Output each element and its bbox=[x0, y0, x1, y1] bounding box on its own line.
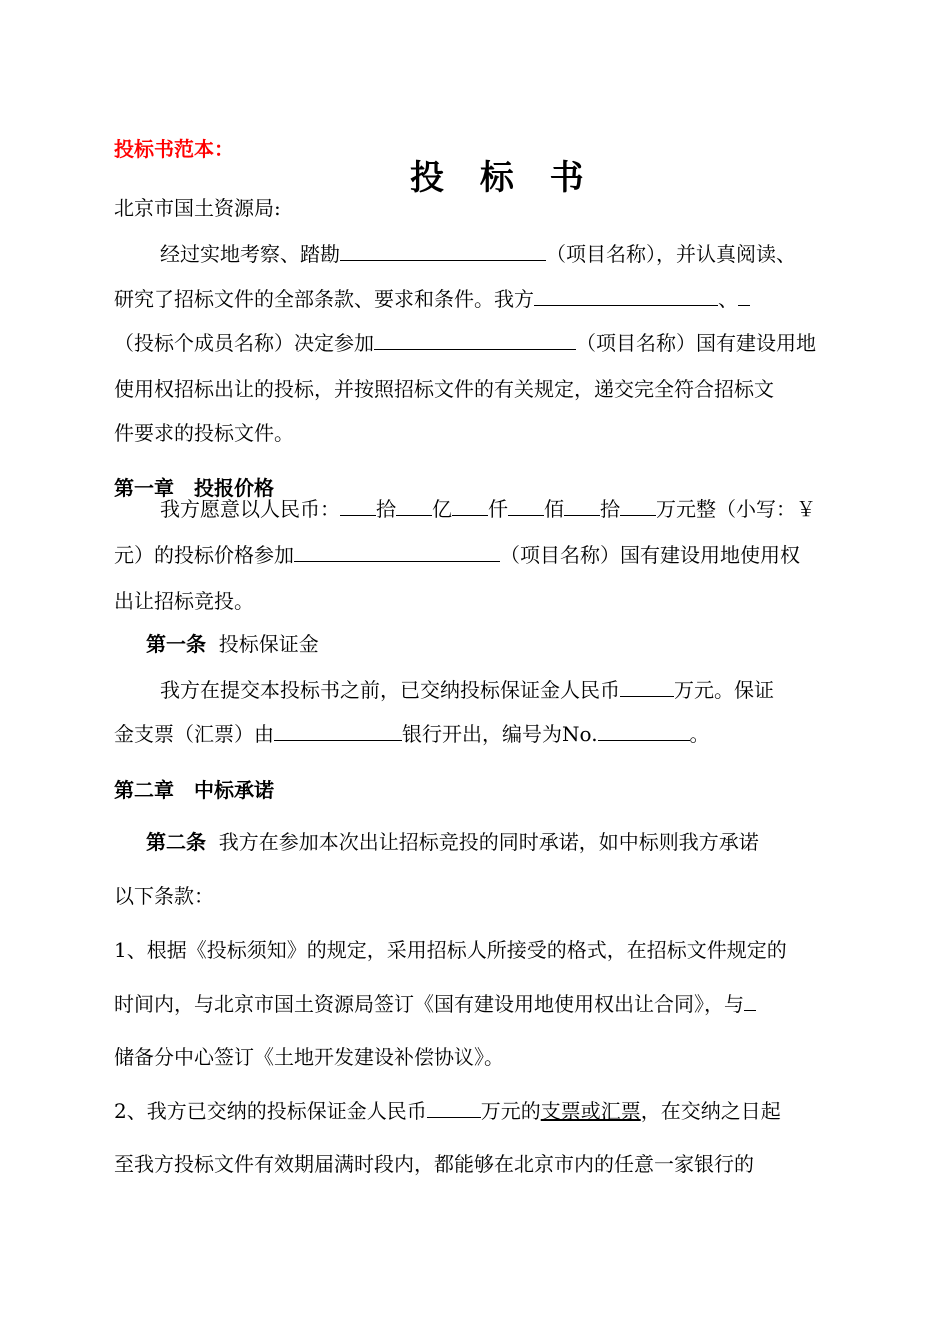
blank-amount[interactable] bbox=[508, 497, 544, 516]
blank-bidder-name[interactable] bbox=[534, 287, 718, 306]
item-2-text: ，在交纳之日起 bbox=[640, 1099, 781, 1123]
deposit-text: 万元。保证 bbox=[674, 678, 774, 702]
unit-text: 仟 bbox=[488, 497, 508, 521]
price-line-3: 出让招标竞投。 bbox=[114, 589, 254, 613]
item-2-line-1 bbox=[114, 1099, 781, 1123]
price-line-1 bbox=[160, 497, 816, 521]
item-1-text: 时间内，与北京市国土资源局签订《国有建设用地使用权出让合同》，与 bbox=[114, 992, 744, 1016]
deposit-text: 银行开出，编号为No. bbox=[402, 722, 598, 746]
blank-amount[interactable] bbox=[396, 497, 432, 516]
intro-text: 研究了招标文件的全部条款、要求和条件。我方 bbox=[114, 287, 534, 311]
blank-bidder-name-2[interactable] bbox=[738, 287, 750, 306]
intro-line-2 bbox=[114, 287, 750, 311]
unit-text: 亿 bbox=[432, 497, 452, 521]
intro-text: 、 bbox=[718, 287, 738, 311]
blank-amount[interactable] bbox=[620, 497, 656, 516]
blank-project-name[interactable] bbox=[340, 242, 546, 261]
deposit-line-1 bbox=[160, 678, 774, 702]
intro-line-3 bbox=[114, 331, 816, 355]
deposit-text: 。 bbox=[689, 722, 710, 746]
unit-text: 拾 bbox=[600, 497, 620, 521]
item-2-text: 2、我方已交纳的投标保证金人民币 bbox=[114, 1099, 427, 1123]
price-line-2 bbox=[114, 543, 800, 567]
article-2-label: 第二条 bbox=[146, 830, 206, 854]
intro-line-5: 件要求的投标文件。 bbox=[114, 421, 294, 445]
blank-project-name[interactable] bbox=[294, 543, 500, 562]
intro-text: （项目名称）国有建设用地 bbox=[576, 331, 816, 355]
blank-cheque-number[interactable] bbox=[598, 722, 690, 741]
intro-text: （项目名称），并认真阅读、 bbox=[546, 242, 796, 266]
blank-bank-name[interactable] bbox=[274, 722, 402, 741]
article-2-line-1 bbox=[146, 830, 759, 854]
item-2-text: 万元的 bbox=[480, 1099, 541, 1123]
price-text: 万元整（小写：￥ bbox=[656, 497, 816, 521]
article-1-label: 第一条 bbox=[146, 632, 206, 656]
blank-amount[interactable] bbox=[340, 497, 376, 516]
chapter-1-heading: 第一章 投报价格 bbox=[114, 476, 274, 500]
article-2-line-2: 以下条款： bbox=[114, 884, 214, 908]
unit-text: 佰 bbox=[544, 497, 564, 521]
article-2-text: 我方在参加本次出让招标竞投的同时承诺，如中标则我方承诺 bbox=[218, 830, 759, 854]
item-1-line-2 bbox=[114, 992, 756, 1016]
document-title: 投 标 书 bbox=[410, 158, 596, 198]
blank-party-name[interactable] bbox=[744, 992, 756, 1011]
blank-project-name[interactable] bbox=[374, 331, 576, 350]
sample-label: 投标书范本： bbox=[114, 137, 234, 161]
deposit-text: 我方在提交本投标书之前，已交纳投标保证金人民币 bbox=[160, 678, 620, 702]
blank-amount[interactable] bbox=[452, 497, 488, 516]
blank-deposit-amount[interactable] bbox=[620, 678, 674, 697]
intro-text: （投标个成员名称）决定参加 bbox=[114, 331, 374, 355]
price-text: 元）的投标价格参加 bbox=[114, 543, 294, 567]
price-text: 我方愿意以人民币： bbox=[160, 497, 340, 521]
blank-deposit-amount[interactable] bbox=[427, 1099, 481, 1118]
intro-line-4: 使用权招标出让的投标，并按照招标文件的有关规定，递交完全符合招标文 bbox=[114, 377, 774, 401]
intro-line-1 bbox=[160, 242, 796, 266]
article-1-title: 投标保证金 bbox=[218, 632, 319, 656]
deposit-line-2 bbox=[114, 722, 710, 746]
deposit-text: 金支票（汇票）由 bbox=[114, 722, 274, 746]
item-1-line-3: 储备分中心签订《土地开发建设补偿协议》。 bbox=[114, 1045, 504, 1069]
addressee: 北京市国土资源局: bbox=[114, 196, 281, 220]
intro-text: 经过实地考察、踏勘 bbox=[160, 242, 340, 266]
blank-amount[interactable] bbox=[564, 497, 600, 516]
article-1-heading bbox=[146, 632, 319, 656]
item-2-line-2: 至我方投标文件有效期届满时段内，都能够在北京市内的任意一家银行的 bbox=[114, 1152, 754, 1176]
item-1-line-1: 1、根据《投标须知》的规定，采用招标人所接受的格式，在招标文件规定的 bbox=[114, 938, 787, 962]
chapter-2-heading: 第二章 中标承诺 bbox=[114, 778, 274, 802]
unit-text: 拾 bbox=[376, 497, 396, 521]
price-text: （项目名称）国有建设用地使用权 bbox=[500, 543, 800, 567]
item-2-underlined-text: 支票或汇票 bbox=[540, 1099, 641, 1123]
